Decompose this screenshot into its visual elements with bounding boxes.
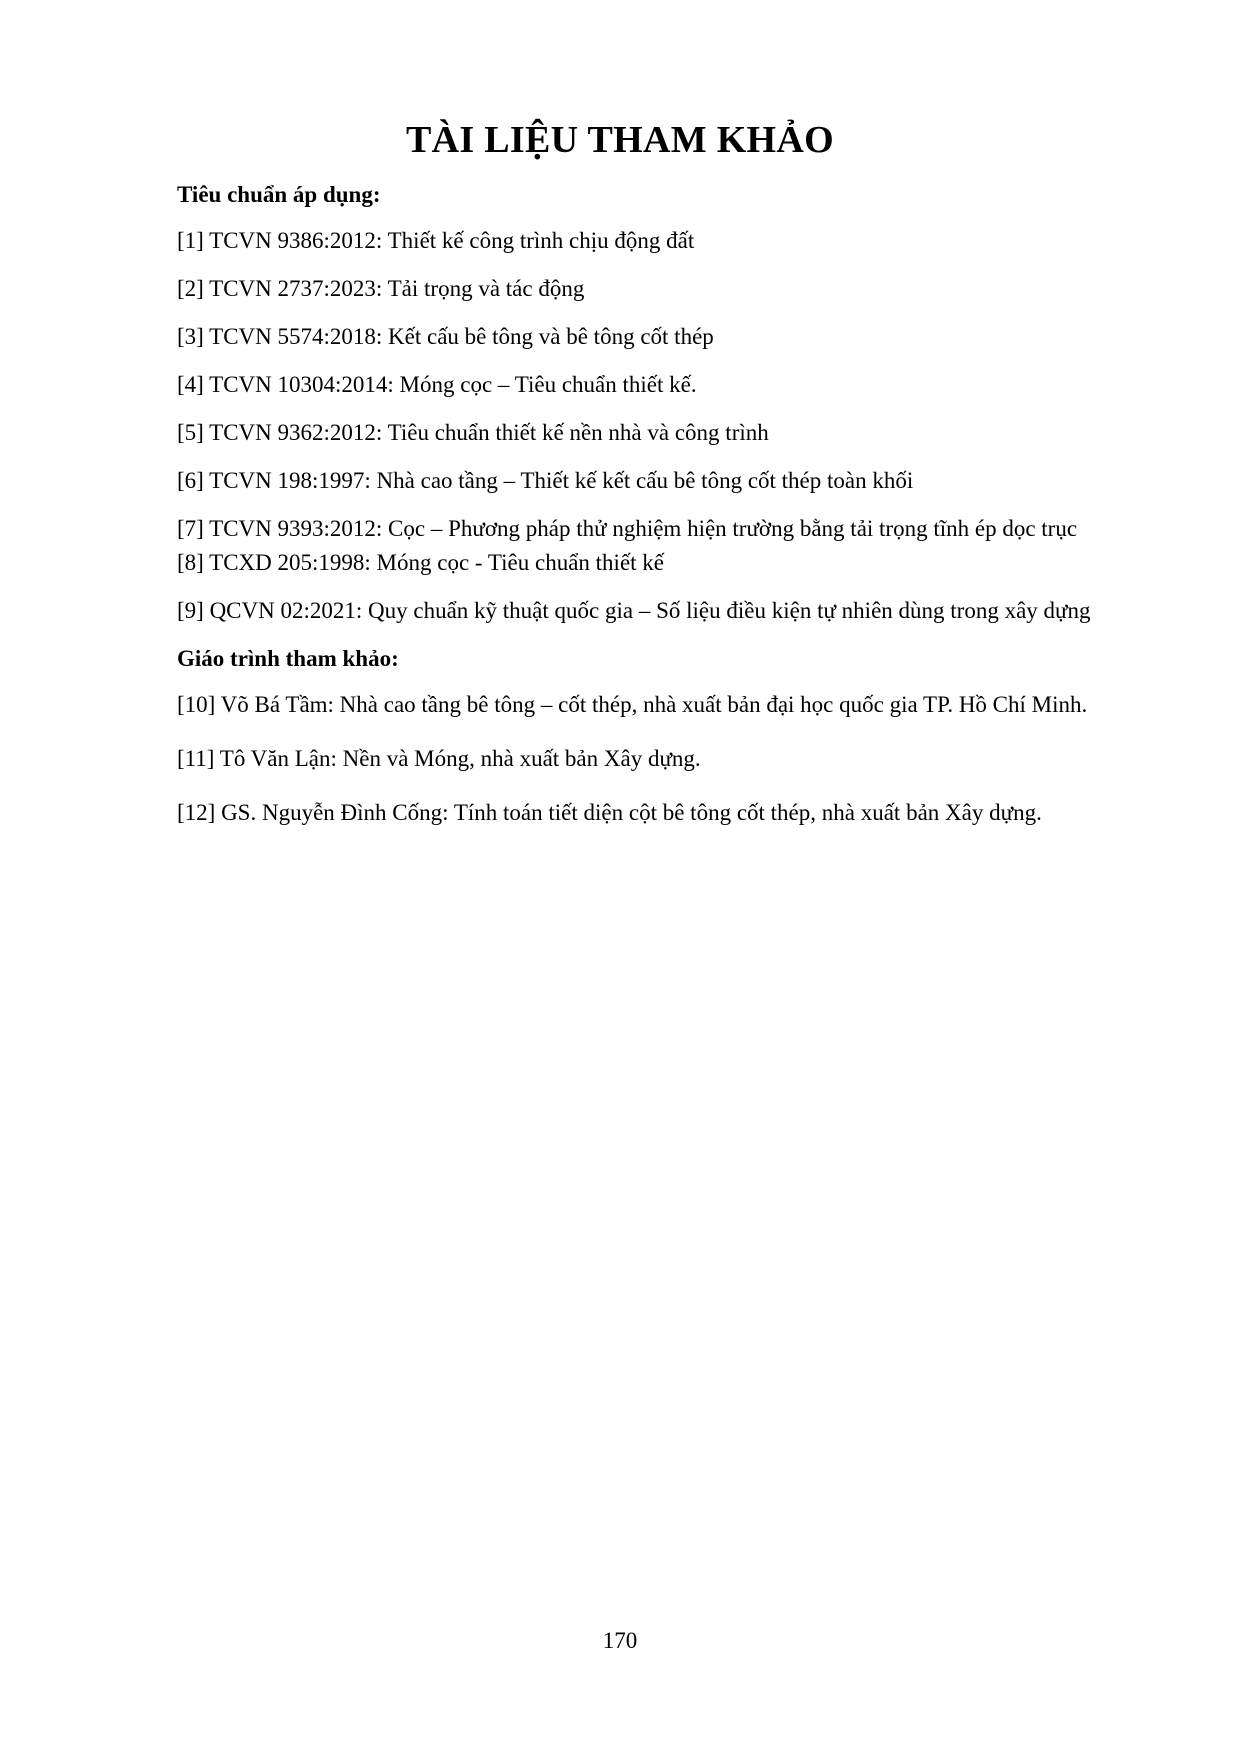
reference-item-3: [3] TCVN 5574:2018: Kết cấu bê tông và bê tông cốt thép bbox=[177, 324, 714, 349]
page-number: 170 bbox=[602, 1628, 638, 1653]
reference-item-10: [10] Võ Bá Tầm: Nhà cao tầng bê tông – cốt thép, nhà xuất bản đại học quốc gia TP. Hồ Chí Minh. bbox=[177, 692, 1088, 717]
reference-item-9: [9] QCVN 02:2021: Quy chuẩn kỹ thuật quốc gia – Số liệu điều kiện tự nhiên dùng trong xây dựng bbox=[177, 598, 1091, 623]
reference-item-4: [4] TCVN 10304:2014: Móng cọc – Tiêu chuẩn thiết kế. bbox=[177, 372, 697, 397]
reference-item-1: [1] TCVN 9386:2012: Thiết kế công trình chịu động đất bbox=[177, 228, 695, 253]
section-heading-standards: Tiêu chuẩn áp dụng: bbox=[177, 182, 381, 207]
reference-item-7: [7] TCVN 9393:2012: Cọc – Phương pháp thử nghiệm hiện trường bằng tải trọng tĩnh ép dọc trục bbox=[177, 516, 1078, 541]
section-heading-textbooks: Giáo trình tham khảo: bbox=[177, 646, 399, 671]
reference-item-12: [12] GS. Nguyễn Đình Cống: Tính toán tiết diện cột bê tông cốt thép, nhà xuất bản Xây dựng. bbox=[177, 800, 1042, 825]
reference-item-6: [6] TCVN 198:1997: Nhà cao tầng – Thiết kế kết cấu bê tông cốt thép toàn khối bbox=[177, 468, 914, 493]
references-content bbox=[177, 180, 1117, 846]
reference-item-5: [5] TCVN 9362:2012: Tiêu chuẩn thiết kế nền nhà và công trình bbox=[177, 420, 769, 445]
reference-item-11: [11] Tô Văn Lận: Nền và Móng, nhà xuất bản Xây dựng. bbox=[177, 746, 701, 771]
page-title: TÀI LIỆU THAM KHẢO bbox=[405, 119, 835, 161]
reference-item-8: [8] TCXD 205:1998: Móng cọc - Tiêu chuẩn thiết kế bbox=[177, 550, 664, 575]
reference-item-2: [2] TCVN 2737:2023: Tải trọng và tác động bbox=[177, 276, 585, 301]
